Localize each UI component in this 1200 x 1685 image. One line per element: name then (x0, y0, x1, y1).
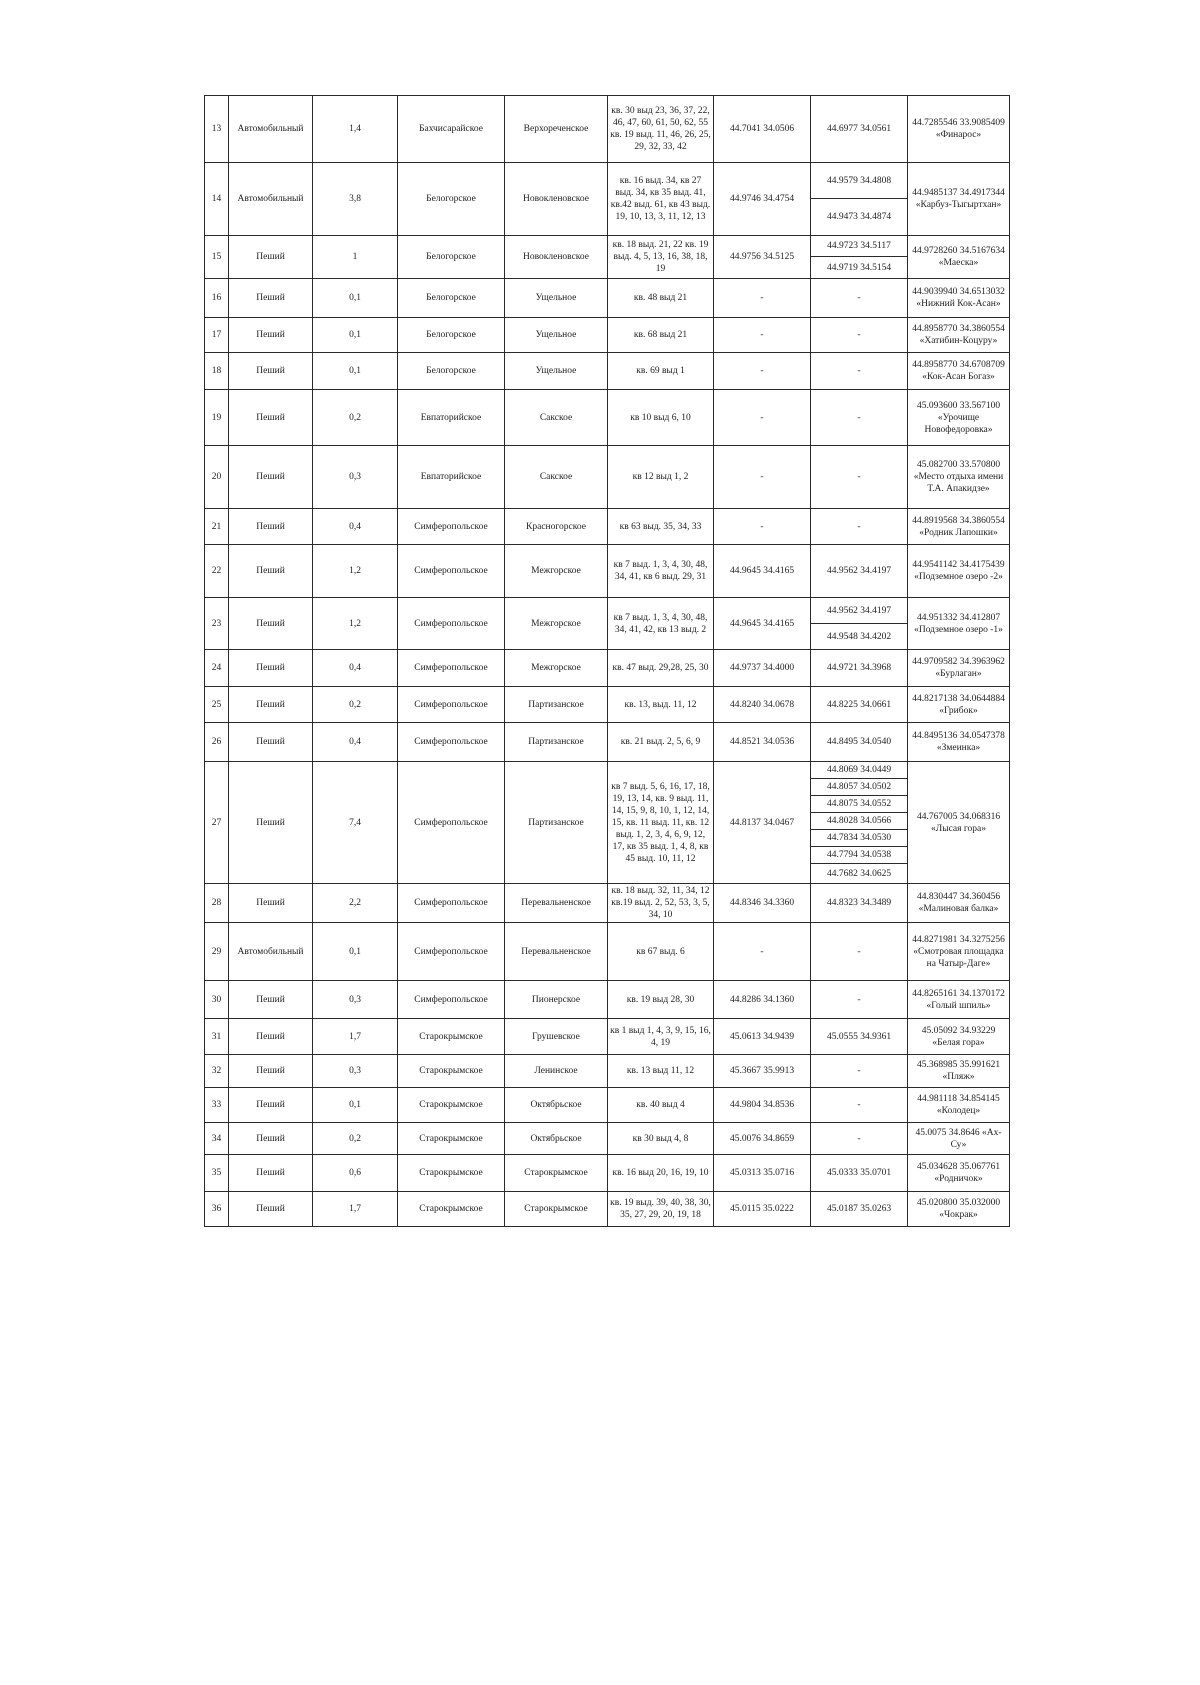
forestry-district: Симферопольское (398, 687, 505, 723)
row-number: 17 (205, 318, 229, 353)
destination-object: 44.7285546 33.9085409 «Финарос» (908, 96, 1010, 163)
route-quarters: кв. 21 выд. 2, 5, 6, 9 (608, 723, 714, 762)
row-number: 27 (205, 762, 229, 884)
destination-object: 44.767005 34.068316 «Лысая гора» (908, 762, 1010, 884)
forest-section: Октябрьское (505, 1123, 608, 1155)
route-type: Пеший (229, 884, 313, 923)
route-length: 1,7 (313, 1019, 398, 1055)
forestry-district: Старокрымское (398, 1155, 505, 1192)
start-coordinates: 45.0313 35.0716 (714, 1155, 811, 1192)
row-number: 18 (205, 353, 229, 390)
end-coordinates: 44.8323 34.3489 (811, 884, 908, 923)
start-coordinates: - (714, 923, 811, 981)
start-coordinates: 44.9804 34.8536 (714, 1088, 811, 1123)
route-type: Автомобильный (229, 163, 313, 236)
route-length: 1,2 (313, 598, 398, 650)
row-number: 36 (205, 1192, 229, 1227)
route-type: Пеший (229, 650, 313, 687)
forest-section: Межгорское (505, 650, 608, 687)
forest-section: Пионерское (505, 981, 608, 1019)
row-number: 23 (205, 598, 229, 650)
route-quarters: кв. 19 выд 28, 30 (608, 981, 714, 1019)
table-row (205, 723, 1010, 762)
route-length: 2,2 (313, 884, 398, 923)
route-length: 0,4 (313, 509, 398, 545)
destination-object: 44.981118 34.854145 «Колодец» (908, 1088, 1010, 1123)
end-coordinates: - (811, 446, 908, 509)
end-coordinates: - (811, 318, 908, 353)
route-quarters: кв. 18 выд. 32, 11, 34, 12 кв.19 выд. 2, 52, 53, 3, 5, 34, 10 (608, 884, 714, 923)
end-coordinates: 44.9723 34.5117 (811, 236, 908, 257)
end-coordinates: 45.0333 35.0701 (811, 1155, 908, 1192)
destination-object: 44.8958770 34.3860554 «Хатибин-Коцуру» (908, 318, 1010, 353)
end-coordinates: - (811, 1055, 908, 1088)
forestry-district: Симферопольское (398, 923, 505, 981)
forestry-district: Симферопольское (398, 762, 505, 884)
start-coordinates: 44.9737 34.4000 (714, 650, 811, 687)
route-length: 0,4 (313, 650, 398, 687)
start-coordinates: 45.0613 34.9439 (714, 1019, 811, 1055)
table-row (205, 1123, 1010, 1155)
forest-section: Верхореченское (505, 96, 608, 163)
row-number: 16 (205, 279, 229, 318)
end-coordinates: 44.7682 34.0625 (811, 864, 908, 884)
end-coordinates: 44.8225 34.0661 (811, 687, 908, 723)
forestry-district: Белогорское (398, 353, 505, 390)
route-length: 0,2 (313, 687, 398, 723)
route-quarters: кв 30 выд 4, 8 (608, 1123, 714, 1155)
destination-object: 44.9039940 34.6513032 «Нижний Кок-Асан» (908, 279, 1010, 318)
table-row (205, 545, 1010, 598)
table-row (205, 1192, 1010, 1227)
route-quarters: кв 1 выд 1, 4, 3, 9, 15, 16, 4, 19 (608, 1019, 714, 1055)
table-row (205, 390, 1010, 446)
route-quarters: кв. 13, выд. 11, 12 (608, 687, 714, 723)
route-quarters: кв 7 выд. 5, 6, 16, 17, 18, 19, 13, 14, кв. 9 выд. 11, 14, 15, 9, 8, 10, 1, 12, 14, 15, кв. 11 выд. 11, кв. 12 выд. 1, 2, 3, 4, 6, 9, 12, 17, кв 35 выд. 1, 4, 8, кв 45 выд. 10, 11, 12 (608, 762, 714, 884)
route-type: Пеший (229, 279, 313, 318)
table-row (205, 1055, 1010, 1088)
route-length: 0,4 (313, 723, 398, 762)
end-coordinates: - (811, 279, 908, 318)
end-coordinates: - (811, 981, 908, 1019)
route-type: Пеший (229, 390, 313, 446)
route-quarters: кв 10 выд 6, 10 (608, 390, 714, 446)
forest-section: Партизанское (505, 723, 608, 762)
forest-section: Ущельное (505, 318, 608, 353)
row-number: 35 (205, 1155, 229, 1192)
end-coordinates: - (811, 353, 908, 390)
destination-object: 44.8958770 34.6708709 «Кок-Асан Богаз» (908, 353, 1010, 390)
forestry-district: Белогорское (398, 318, 505, 353)
end-coordinates: 44.9579 34.4808 (811, 163, 908, 199)
route-length: 0,1 (313, 1088, 398, 1123)
row-number: 31 (205, 1019, 229, 1055)
row-number: 34 (205, 1123, 229, 1155)
forest-section: Межгорское (505, 598, 608, 650)
row-number: 28 (205, 884, 229, 923)
forest-section: Перевальненское (505, 923, 608, 981)
end-coordinates: - (811, 1123, 908, 1155)
route-type: Пеший (229, 598, 313, 650)
row-number: 26 (205, 723, 229, 762)
forest-section: Перевальненское (505, 884, 608, 923)
end-coordinates: 44.9719 34.5154 (811, 257, 908, 279)
row-number: 19 (205, 390, 229, 446)
document-page (204, 95, 1009, 1227)
route-type: Пеший (229, 545, 313, 598)
row-number: 24 (205, 650, 229, 687)
route-quarters: кв. 16 выд. 34, кв 27 выд. 34, кв 35 выд. 41, кв.42 выд. 61, кв 43 выд. 19, 10, 13, 3, 11, 12, 13 (608, 163, 714, 236)
route-type: Пеший (229, 723, 313, 762)
destination-object: 45.020800 35.032000 «Чокрак» (908, 1192, 1010, 1227)
row-number: 25 (205, 687, 229, 723)
route-length: 0,3 (313, 981, 398, 1019)
route-type: Пеший (229, 1019, 313, 1055)
route-type: Пеший (229, 446, 313, 509)
row-number: 20 (205, 446, 229, 509)
table-row (205, 163, 1010, 199)
route-length: 0,1 (313, 353, 398, 390)
route-length: 1,2 (313, 545, 398, 598)
end-coordinates: 44.8057 34.0502 (811, 779, 908, 796)
forestry-district: Бахчисарайское (398, 96, 505, 163)
forestry-district: Симферопольское (398, 509, 505, 545)
start-coordinates: 44.9746 34.4754 (714, 163, 811, 236)
start-coordinates: - (714, 353, 811, 390)
route-length: 0,2 (313, 390, 398, 446)
end-coordinates: 44.7794 34.0538 (811, 847, 908, 864)
start-coordinates: - (714, 390, 811, 446)
end-coordinates: 44.9562 34.4197 (811, 598, 908, 624)
forestry-district: Евпаторийское (398, 446, 505, 509)
table-row (205, 981, 1010, 1019)
table-row (205, 884, 1010, 923)
route-type: Пеший (229, 1123, 313, 1155)
table-row (205, 96, 1010, 163)
route-length: 0,6 (313, 1155, 398, 1192)
forestry-district: Старокрымское (398, 1088, 505, 1123)
route-quarters: кв. 48 выд 21 (608, 279, 714, 318)
table-row (205, 353, 1010, 390)
table-row (205, 236, 1010, 257)
end-coordinates: 44.9562 34.4197 (811, 545, 908, 598)
start-coordinates: 44.9645 34.4165 (714, 545, 811, 598)
route-type: Пеший (229, 762, 313, 884)
destination-object: 45.093600 33.567100 «Урочище Новофедоровка» (908, 390, 1010, 446)
table-row (205, 598, 1010, 624)
route-type: Пеший (229, 509, 313, 545)
route-quarters: кв. 47 выд. 29,28, 25, 30 (608, 650, 714, 687)
destination-object: 44.8495136 34.0547378 «Змеинка» (908, 723, 1010, 762)
start-coordinates: 44.8286 34.1360 (714, 981, 811, 1019)
end-coordinates: 44.6977 34.0561 (811, 96, 908, 163)
forestry-district: Симферопольское (398, 598, 505, 650)
start-coordinates: - (714, 318, 811, 353)
forest-section: Партизанское (505, 762, 608, 884)
destination-object: 44.951332 34.412807 «Подземное озеро -1» (908, 598, 1010, 650)
route-type: Пеший (229, 1192, 313, 1227)
forestry-district: Белогорское (398, 236, 505, 279)
forest-section: Сакское (505, 446, 608, 509)
forestry-district: Симферопольское (398, 981, 505, 1019)
end-coordinates: - (811, 1088, 908, 1123)
forestry-district: Симферопольское (398, 723, 505, 762)
destination-object: 44.8271981 34.3275256 «Смотровая площадка на Чатыр-Даге» (908, 923, 1010, 981)
forest-section: Межгорское (505, 545, 608, 598)
row-number: 33 (205, 1088, 229, 1123)
route-quarters: кв. 30 выд 23, 36, 37, 22, 46, 47, 60, 61, 50, 62, 55 кв. 19 выд. 11, 46, 26, 25, 29, 32, 33, 42 (608, 96, 714, 163)
end-coordinates: 44.8069 34.0449 (811, 762, 908, 779)
destination-object: 45.0075 34.8646 «Ах-Су» (908, 1123, 1010, 1155)
row-number: 14 (205, 163, 229, 236)
destination-object: 44.9541142 34.4175439 «Подземное озеро -2» (908, 545, 1010, 598)
table-row (205, 650, 1010, 687)
start-coordinates: - (714, 279, 811, 318)
forestry-district: Старокрымское (398, 1192, 505, 1227)
route-quarters: кв 63 выд. 35, 34, 33 (608, 509, 714, 545)
row-number: 21 (205, 509, 229, 545)
destination-object: 44.9709582 34.3963962 «Бурлаган» (908, 650, 1010, 687)
destination-object: 45.082700 33.570800 «Место отдыха имени Т.А. Апакидзе» (908, 446, 1010, 509)
destination-object: 44.9485137 34.4917344 «Карбуз-Тыгыртхан» (908, 163, 1010, 236)
row-number: 30 (205, 981, 229, 1019)
route-type: Автомобильный (229, 923, 313, 981)
start-coordinates: 44.8346 34.3360 (714, 884, 811, 923)
forest-section: Красногорское (505, 509, 608, 545)
route-quarters: кв 12 выд 1, 2 (608, 446, 714, 509)
start-coordinates: 45.3667 35.9913 (714, 1055, 811, 1088)
start-coordinates: 44.8521 34.0536 (714, 723, 811, 762)
route-quarters: кв 67 выд. 6 (608, 923, 714, 981)
forest-section: Новокленовское (505, 163, 608, 236)
forest-section: Новокленовское (505, 236, 608, 279)
forest-section: Партизанское (505, 687, 608, 723)
route-quarters: кв. 18 выд. 21, 22 кв. 19 выд. 4, 5, 13, 16, 38, 18, 19 (608, 236, 714, 279)
route-type: Пеший (229, 318, 313, 353)
forestry-district: Симферопольское (398, 545, 505, 598)
route-type: Пеший (229, 1088, 313, 1123)
route-length: 1,7 (313, 1192, 398, 1227)
destination-object: 44.8919568 34.3860554 «Родник Лапошки» (908, 509, 1010, 545)
route-length: 1,4 (313, 96, 398, 163)
start-coordinates: 44.9756 34.5125 (714, 236, 811, 279)
route-length: 0,1 (313, 923, 398, 981)
forest-section: Ущельное (505, 279, 608, 318)
end-coordinates: 45.0555 34.9361 (811, 1019, 908, 1055)
start-coordinates: 44.9645 34.4165 (714, 598, 811, 650)
forestry-district: Старокрымское (398, 1019, 505, 1055)
start-coordinates: 44.8240 34.0678 (714, 687, 811, 723)
route-length: 1 (313, 236, 398, 279)
table-row (205, 446, 1010, 509)
route-quarters: кв. 16 выд 20, 16, 19, 10 (608, 1155, 714, 1192)
end-coordinates: - (811, 509, 908, 545)
end-coordinates: 44.7834 34.0530 (811, 830, 908, 847)
start-coordinates: 44.8137 34.0467 (714, 762, 811, 884)
route-length: 0,2 (313, 1123, 398, 1155)
forest-section: Сакское (505, 390, 608, 446)
forest-section: Октябрьское (505, 1088, 608, 1123)
table-row (205, 1088, 1010, 1123)
end-coordinates: - (811, 390, 908, 446)
end-coordinates: 44.8075 34.0552 (811, 796, 908, 813)
start-coordinates: 45.0115 35.0222 (714, 1192, 811, 1227)
forest-section: Ущельное (505, 353, 608, 390)
start-coordinates: 45.0076 34.8659 (714, 1123, 811, 1155)
route-quarters: кв. 69 выд 1 (608, 353, 714, 390)
destination-object: 44.8217138 34.0644884 «Грибок» (908, 687, 1010, 723)
table-row (205, 318, 1010, 353)
start-coordinates: - (714, 509, 811, 545)
forestry-district: Симферопольское (398, 884, 505, 923)
route-length: 0,3 (313, 1055, 398, 1088)
table-row (205, 1019, 1010, 1055)
forestry-district: Старокрымское (398, 1123, 505, 1155)
end-coordinates: 45.0187 35.0263 (811, 1192, 908, 1227)
forest-section: Ленинское (505, 1055, 608, 1088)
row-number: 22 (205, 545, 229, 598)
route-type: Пеший (229, 687, 313, 723)
routes-table (204, 95, 1010, 1227)
route-type: Пеший (229, 1055, 313, 1088)
row-number: 29 (205, 923, 229, 981)
end-coordinates: 44.8028 34.0566 (811, 813, 908, 830)
end-coordinates: - (811, 923, 908, 981)
table-row (205, 279, 1010, 318)
forestry-district: Евпаторийское (398, 390, 505, 446)
destination-object: 45.368985 35.991621 «Пляж» (908, 1055, 1010, 1088)
route-quarters: кв. 40 выд 4 (608, 1088, 714, 1123)
destination-object: 45.05092 34.93229 «Белая гора» (908, 1019, 1010, 1055)
table-row (205, 687, 1010, 723)
row-number: 32 (205, 1055, 229, 1088)
row-number: 15 (205, 236, 229, 279)
destination-object: 44.8265161 34.1370172 «Голый шпиль» (908, 981, 1010, 1019)
route-quarters: кв 7 выд. 1, 3, 4, 30, 48, 34, 41, 42, кв 13 выд. 2 (608, 598, 714, 650)
end-coordinates: 44.9548 34.4202 (811, 624, 908, 650)
start-coordinates: 44.7041 34.0506 (714, 96, 811, 163)
table-row (205, 1155, 1010, 1192)
forest-section: Старокрымское (505, 1192, 608, 1227)
end-coordinates: 44.9721 34.3968 (811, 650, 908, 687)
route-quarters: кв. 68 выд 21 (608, 318, 714, 353)
route-type: Пеший (229, 1155, 313, 1192)
forestry-district: Белогорское (398, 163, 505, 236)
route-length: 3,8 (313, 163, 398, 236)
end-coordinates: 44.9473 34.4874 (811, 199, 908, 236)
forest-section: Грушевское (505, 1019, 608, 1055)
route-length: 0,1 (313, 318, 398, 353)
table-row (205, 923, 1010, 981)
route-quarters: кв. 13 выд 11, 12 (608, 1055, 714, 1088)
route-type: Пеший (229, 353, 313, 390)
route-type: Автомобильный (229, 96, 313, 163)
route-type: Пеший (229, 981, 313, 1019)
route-quarters: кв 7 выд. 1, 3, 4, 30, 48, 34, 41, кв 6 выд. 29, 31 (608, 545, 714, 598)
table-row (205, 762, 1010, 779)
table-row (205, 509, 1010, 545)
forestry-district: Белогорское (398, 279, 505, 318)
forest-section: Старокрымское (505, 1155, 608, 1192)
destination-object: 44.9728260 34.5167634 «Маеска» (908, 236, 1010, 279)
end-coordinates: 44.8495 34.0540 (811, 723, 908, 762)
route-type: Пеший (229, 236, 313, 279)
route-length: 0,3 (313, 446, 398, 509)
destination-object: 45.034628 35.067761 «Родничок» (908, 1155, 1010, 1192)
route-length: 7,4 (313, 762, 398, 884)
row-number: 13 (205, 96, 229, 163)
destination-object: 44.830447 34.360456 «Малиновая балка» (908, 884, 1010, 923)
forestry-district: Старокрымское (398, 1055, 505, 1088)
start-coordinates: - (714, 446, 811, 509)
route-length: 0,1 (313, 279, 398, 318)
route-quarters: кв. 19 выд. 39, 40, 38, 30, 35, 27, 29, 20, 19, 18 (608, 1192, 714, 1227)
forestry-district: Симферопольское (398, 650, 505, 687)
